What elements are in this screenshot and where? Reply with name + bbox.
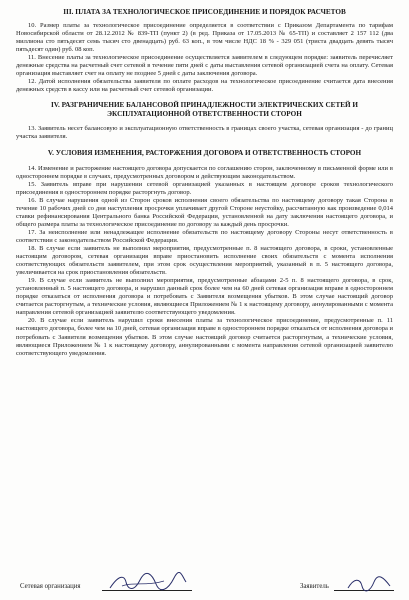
paragraph-13: 13. Заявитель несет балансовую и эксплуатационную ответственность в границах своего участка, сетевая организация - до границ участка заявителя. bbox=[16, 125, 393, 141]
section-title: V. УСЛОВИЯ ИЗМЕНЕНИЯ, РАСТОРЖЕНИЯ ДОГОВОРА И ОТВЕТСТВЕННОСТЬ СТОРОН bbox=[47, 148, 362, 157]
signature-block bbox=[16, 582, 393, 594]
paragraph-17: 17. За неисполнение или ненадлежащее исполнение обязательств по настоящему договору Стороны несут ответственность в соответствии с законодательством Российской Федерации. bbox=[16, 228, 393, 244]
paragraph-18: 18. В случае если заявитель не выполнил мероприятия, предусмотренные п. 8 настоящего договора, в сроки, установленные настоящим договором, сетевая организация вправе приостановить исполнение своих обязательств с момента исполнения соответствующих обязательств заявителем, при этом срок осуществления мероприятий, указанный в п. 5 настоящего договора, увеличивается на срок приостановления обязательств. bbox=[16, 244, 393, 277]
handwritten-signature-right bbox=[346, 574, 392, 594]
paragraph-11: 11. Внесение платы за технологическое присоединение осуществляется заявителем в следующем порядке: заявитель перечисляет денежные средства на расчетный счет сетевой в течение пяти дней с даты выставления сетевой организацией счета на оплату. Сетевая организация выставляет счет на оплату не позднее 5 дней с даты заключения договора. bbox=[16, 54, 393, 78]
paragraph-14: 14. Изменение и расторжение настоящего договора допускается по соглашению сторон, заключенному в письменной форме или в одностороннем порядке в случаях, предусмотренных договором и действующим законодательством. bbox=[16, 164, 393, 180]
paragraph-20: 20. В случае если заявитель нарушил сроки внесения платы за технологическое присоединение, предусмотренные п. 11 настоящего договора, более чем на 10 дней, сетевая организация вправе в одностороннем порядке отказаться от исполнения договора и потребовать с Заявителя возмещения убытков. В этом случае настоящий договор считается расторгнутым, а технические условия, являющиеся Приложением № 1 к настоящему договору, аннулированными с момента направления сетевой организацией заявителю соответствующего уведомления. bbox=[16, 317, 393, 357]
paragraph-19: 19. В случае если заявитель не выполнил мероприятия, предусмотренные абзацами 2-5 п. 8 настоящего договора, в срок, установленный п. 5 настоящего договора, и нарушил данный срок более чем на 60 дней сетевая организация вправе в одностороннем порядке отказаться от исполнения договора и потребовать с Заявителя возмещения убытков. В этом случае настоящий договор считается расторгнутым, а технические условия, являющиеся Приложением № 1 к настоящему договору, аннулированными с момента направления сетевой организацией заявителю соответствующего уведомления. bbox=[16, 277, 393, 317]
section-balance bbox=[16, 101, 393, 141]
section-termination bbox=[16, 149, 393, 358]
section-title: III. ПЛАТА ЗА ТЕХНОЛОГИЧЕСКОЕ ПРИСОЕДИНЕНИЕ И ПОРЯДОК РАСЧЕТОВ bbox=[63, 8, 346, 16]
paragraph-15: 15. Заявитель вправе при нарушении сетевой организацией указанных в настоящем договоре сроков технологического присоединения в одностороннем порядке расторгнуть договор. bbox=[16, 180, 393, 196]
applicant-signature-label: Заявитель bbox=[300, 583, 329, 590]
section-title: IV. РАЗГРАНИЧЕНИЕ БАЛАНСОВОЙ ПРИНАДЛЕЖНОСТИ ЭЛЕКТРИЧЕСКИХ СЕТЕЙ И ЭКСПЛУАТАЦИОННОЙ ОТВЕТСТВЕННОСТИ СТОРОН bbox=[50, 101, 359, 119]
handwritten-signature-left bbox=[108, 572, 188, 594]
section-payment bbox=[16, 8, 393, 94]
paragraph-10: 10. Размер платы за технологическое присоединение определяется в соответствии с Приказом Департамента по тарифам Новосибирской области от 28.12.2012 № 839-ТП (пункт 2) (в ред. Приказа от 17.05.2013 № 65-ТП) и составляет 2 157 112 (два миллиона сто пятьдесят семь тысяч сто двенадцать) руб. 63 коп., в том числе НДС 18 % - 329 051 (триста двадцать девять тысяч пятьдесят один) руб. 08 коп. bbox=[16, 22, 393, 54]
paragraph-16: 16. В случае нарушения одной из Сторон сроков исполнения своего обязательства по настоящему договору такая Сторона в течение 10 рабочих дней со дня наступления просрочки уплачивает другой Стороне неустойку, рассчитанную как произведение 0,014 ставки рефинансирования Центрального банка Российской Федерации, установленной на дату заключения настоящего договора, и общего размера платы за технологическое присоединение по договору за каждый день просрочки. bbox=[16, 196, 393, 228]
paragraph-12: 12. Датой исполнения обязательства заявителя по оплате расходов на технологическое присоединение считается дата внесения денежных средств в кассу или на расчетный счет сетевой организации. bbox=[16, 78, 393, 94]
network-org-signature-label: Сетевая организация bbox=[20, 583, 81, 590]
